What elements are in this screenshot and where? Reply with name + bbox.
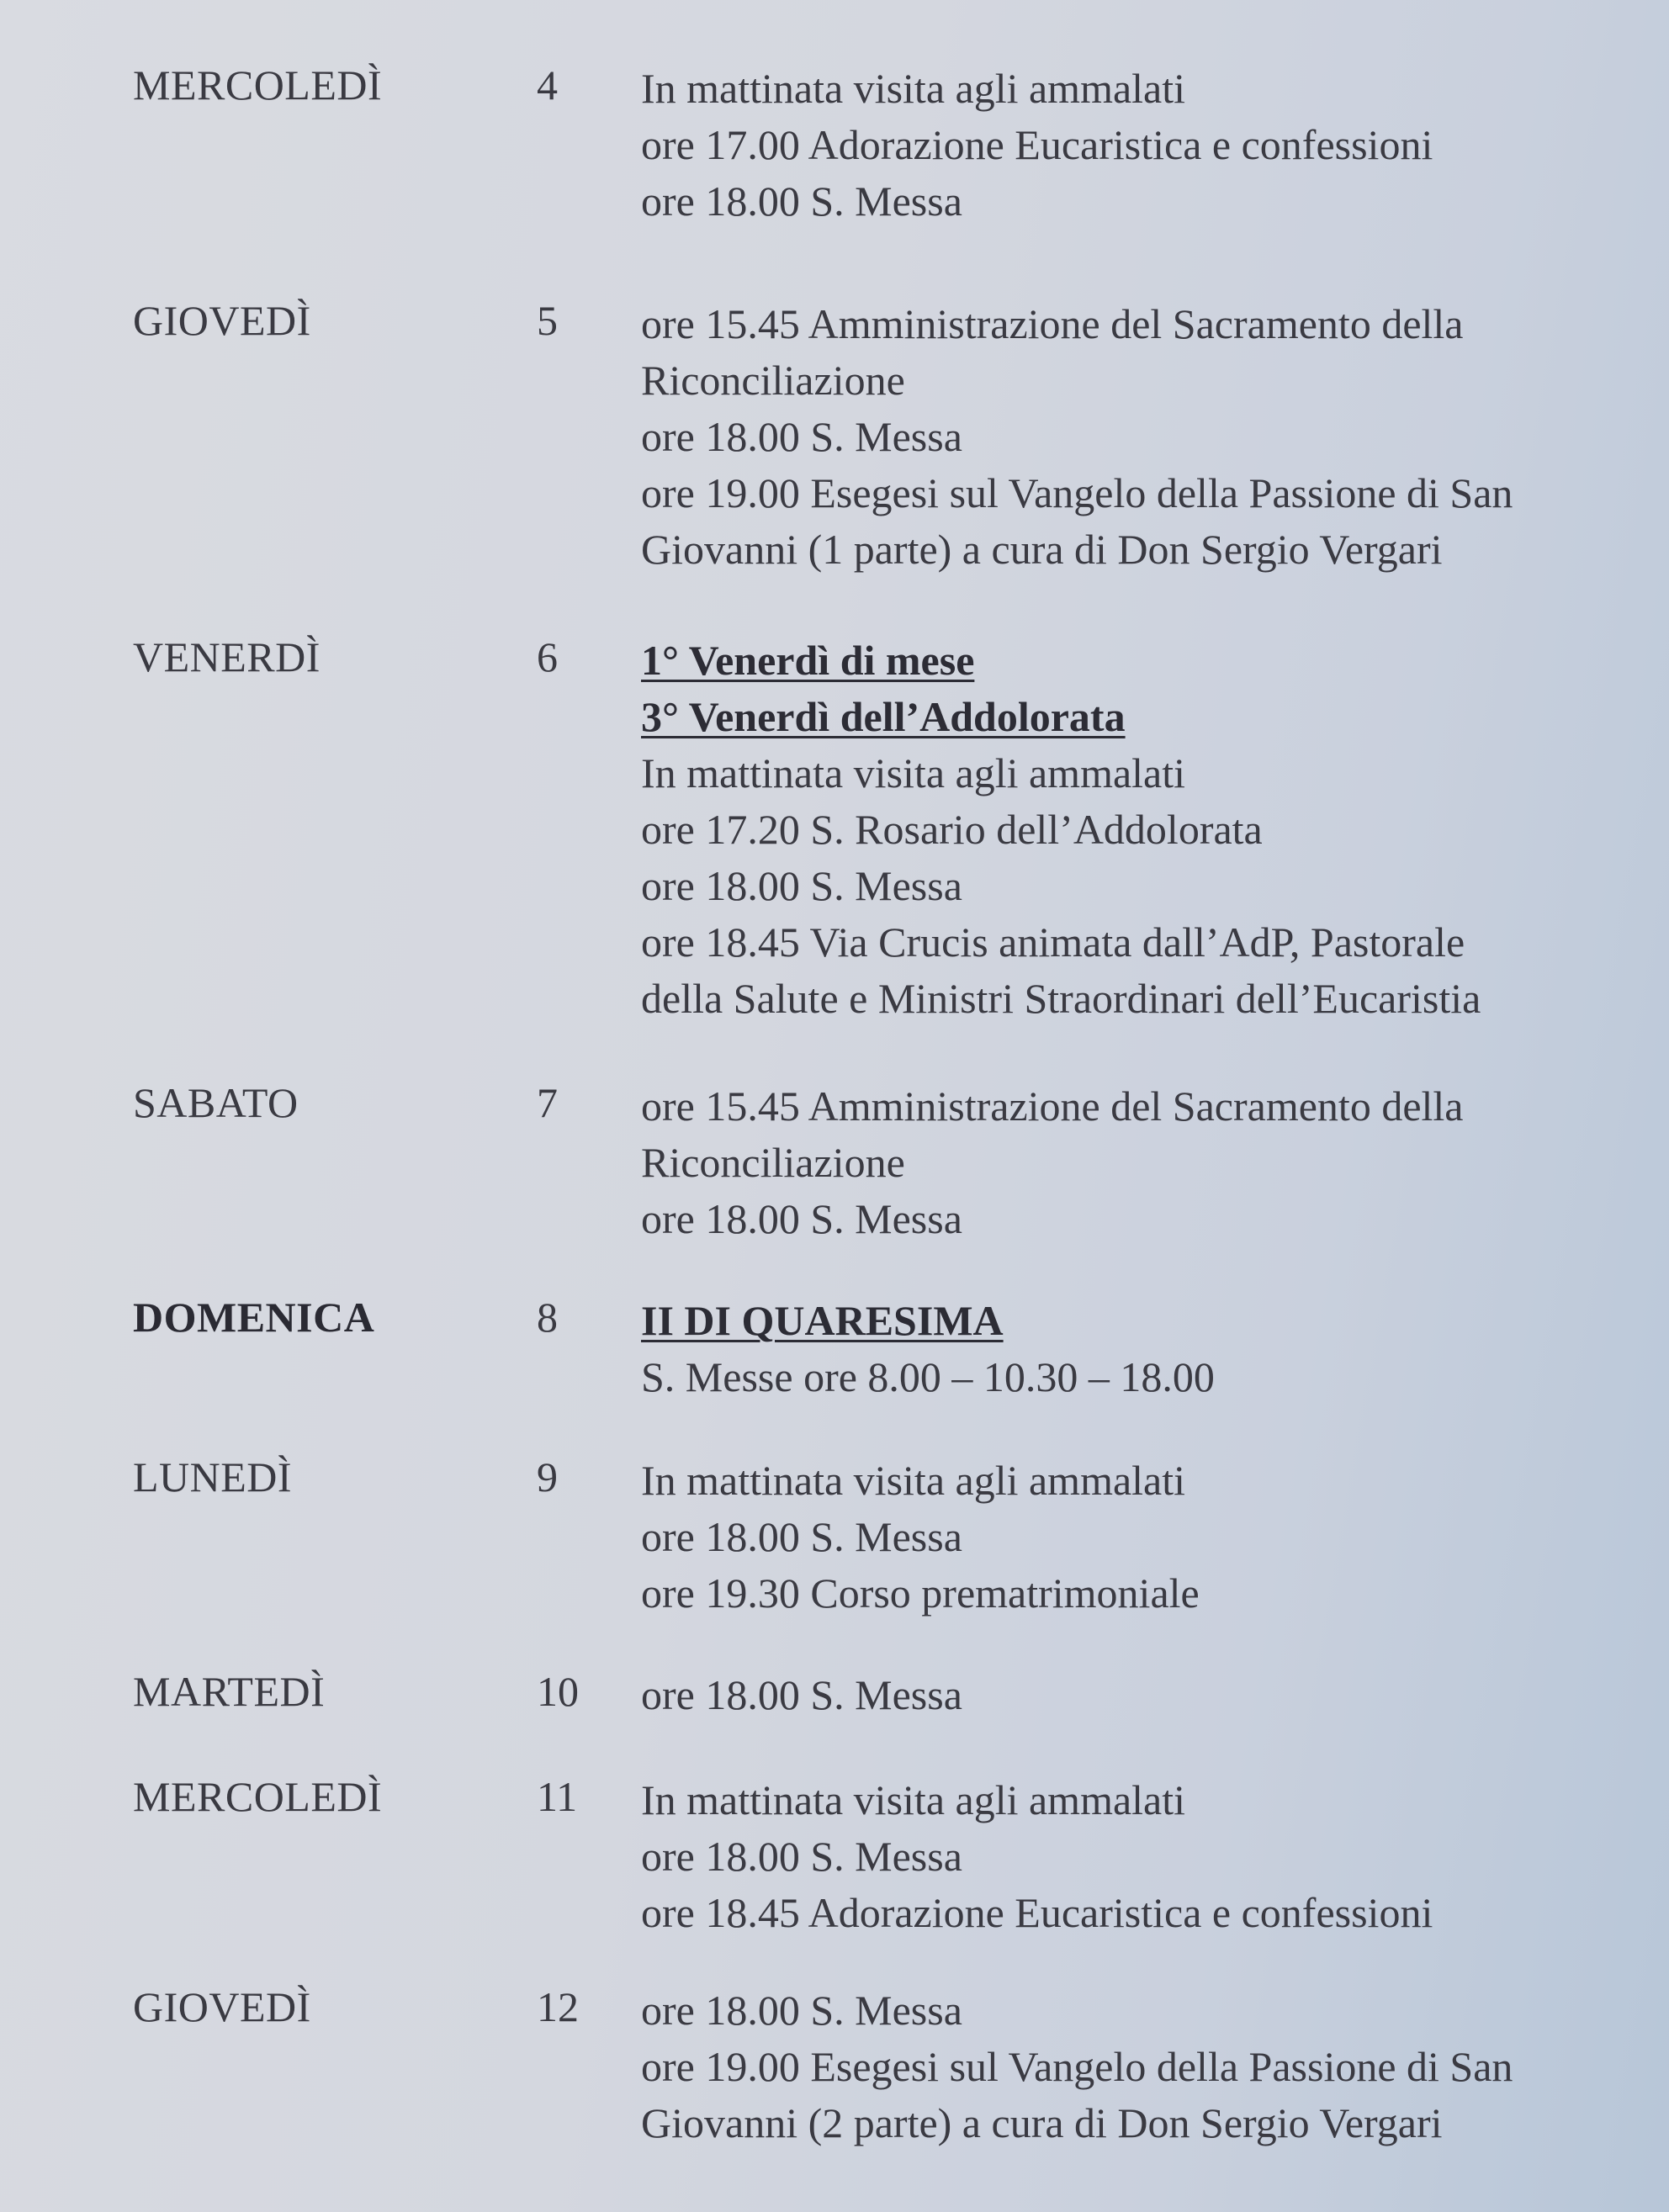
entry-line: ore 18.00 S. Messa [641, 413, 962, 460]
entry-lines [641, 296, 1642, 578]
entry-date: 4 [537, 61, 558, 108]
entry-day: GIOVEDÌ [133, 297, 311, 344]
entry-line: ore 19.00 Esegesi sul Vangelo della Passione di San [641, 469, 1513, 516]
entry-day: LUNEDÌ [133, 1453, 293, 1500]
entry-heading-line: 1° Venerdì di mese [641, 637, 975, 684]
entry-line: S. Messe ore 8.00 – 10.30 – 18.00 [641, 1353, 1215, 1400]
entry-line: ore 17.00 Adorazione Eucaristica e confessioni [641, 121, 1433, 168]
entry-date: 7 [537, 1079, 558, 1126]
entry-line: ore 18.00 S. Messa [641, 1671, 962, 1718]
entry-line: In mattinata visita agli ammalati [641, 1457, 1186, 1504]
entry-line: ore 18.00 S. Messa [641, 1195, 962, 1242]
entry-line: Riconciliazione [641, 357, 905, 404]
entry-lines [641, 1078, 1642, 1247]
entry-line: Riconciliazione [641, 1139, 905, 1186]
entry-line: ore 18.45 Adorazione Eucaristica e confessioni [641, 1889, 1433, 1936]
entry-day: GIOVEDÌ [133, 1983, 311, 2030]
entry-line: Giovanni (2 parte) a cura di Don Sergio Vergari [641, 2099, 1443, 2146]
entry-line: ore 18.00 S. Messa [641, 1513, 962, 1560]
entry-date: 11 [537, 1773, 578, 1820]
entry-date: 6 [537, 633, 558, 680]
entry-lines [641, 1453, 1642, 1622]
entry-heading-line: II DI QUARESIMA [641, 1297, 1004, 1344]
entry-lines [641, 1772, 1642, 1941]
entry-line: ore 18.00 S. Messa [641, 177, 962, 225]
entry-lines [641, 61, 1642, 230]
entry-line: ore 18.00 S. Messa [641, 862, 962, 909]
entry-lines [641, 1667, 1642, 1723]
entry-date: 8 [537, 1294, 558, 1341]
entry-date: 5 [537, 297, 558, 344]
entry-day: MERCOLEDÌ [133, 1773, 383, 1820]
entry-day: MARTEDÌ [133, 1668, 326, 1715]
entry-line: ore 15.45 Amministrazione del Sacramento della [641, 300, 1464, 347]
entry-day: VENERDÌ [133, 633, 321, 680]
entry-line: ore 18.00 S. Messa [641, 1987, 962, 2034]
entry-line: In mattinata visita agli ammalati [641, 65, 1186, 112]
entry-line: ore 18.45 Via Crucis animata dall’AdP, Pastorale [641, 918, 1465, 966]
entry-line: ore 19.00 Esegesi sul Vangelo della Passione di San [641, 2043, 1513, 2090]
entry-line: In mattinata visita agli ammalati [641, 1776, 1186, 1823]
entry-line: ore 18.00 S. Messa [641, 1833, 962, 1880]
entry-lines [641, 632, 1642, 1027]
entry-date: 9 [537, 1453, 558, 1500]
entry-day: SABATO [133, 1079, 299, 1126]
entry-lines [641, 1293, 1642, 1405]
entry-line: In mattinata visita agli ammalati [641, 749, 1186, 796]
entry-line: Giovanni (1 parte) a cura di Don Sergio Vergari [641, 526, 1443, 573]
entry-day: DOMENICA [133, 1294, 375, 1341]
entry-line: ore 19.30 Corso prematrimoniale [641, 1569, 1200, 1617]
entry-day: MERCOLEDÌ [133, 61, 383, 108]
entry-date: 10 [537, 1668, 579, 1715]
entry-line: ore 17.20 S. Rosario dell’Addolorata [641, 806, 1263, 853]
entry-date: 12 [537, 1983, 579, 2030]
entry-heading-line: 3° Venerdì dell’Addolorata [641, 693, 1126, 740]
entry-lines [641, 1982, 1642, 2151]
entry-line: della Salute e Ministri Straordinari dell’Eucaristia [641, 975, 1481, 1022]
entry-line: ore 15.45 Amministrazione del Sacramento della [641, 1082, 1464, 1130]
